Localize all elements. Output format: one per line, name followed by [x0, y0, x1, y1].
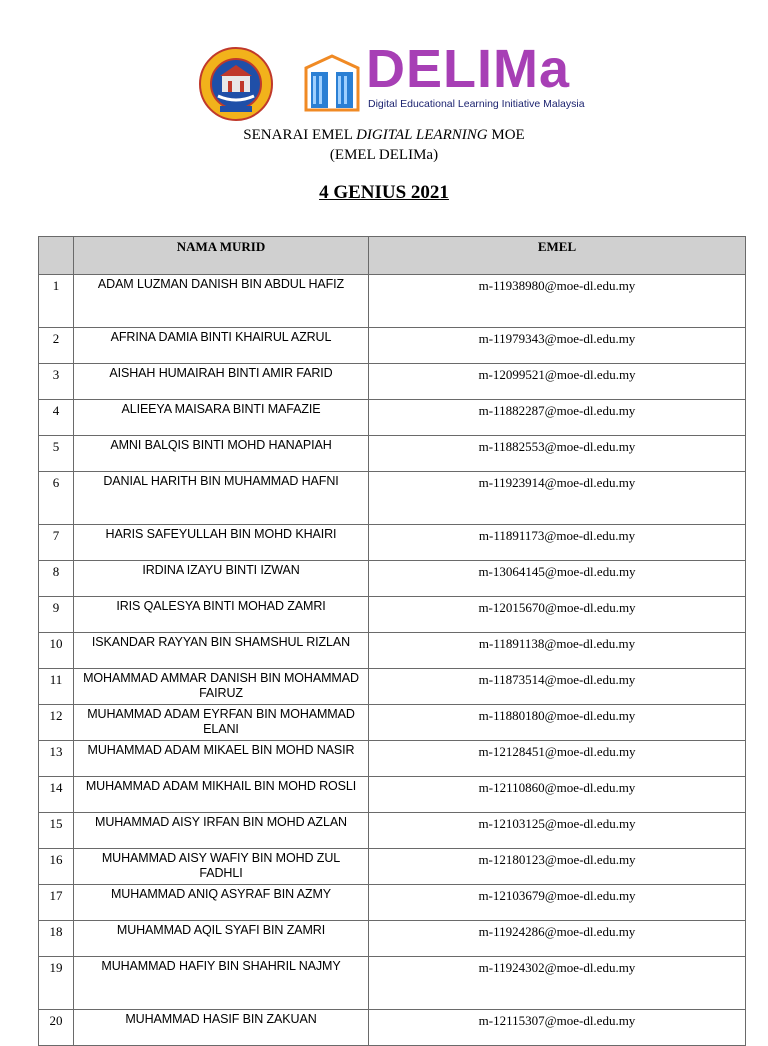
table-header-row: [39, 237, 746, 275]
title-line-2: (EMEL DELIMa): [329, 147, 439, 163]
student-name: AMNI BALQIS BINTI MOHD HANAPIAH: [74, 436, 369, 472]
student-name: MUHAMMAD AISY IRFAN BIN MOHD AZLAN: [74, 813, 369, 849]
header-logos: [0, 39, 768, 122]
table-row: [39, 525, 746, 561]
table-row: [39, 921, 746, 957]
table-row: [39, 633, 746, 669]
row-number: 14: [39, 777, 74, 813]
row-number: 17: [39, 885, 74, 921]
student-email: m-12128451@moe-dl.edu.my: [369, 741, 746, 777]
student-name: MUHAMMAD HAFIY BIN SHAHRIL NAJMY: [74, 957, 369, 1010]
document-title: [0, 125, 768, 165]
table-row: [39, 597, 746, 633]
row-number: 12: [39, 705, 74, 741]
header-number: [39, 237, 74, 275]
student-name: MUHAMMAD ADAM MIKHAIL BIN MOHD ROSLI: [74, 777, 369, 813]
class-title: 4 GENIUS 2021: [319, 182, 449, 203]
student-email: m-13064145@moe-dl.edu.my: [369, 561, 746, 597]
row-number: 19: [39, 957, 74, 1010]
row-number: 8: [39, 561, 74, 597]
table-row: [39, 777, 746, 813]
table-row: [39, 1010, 746, 1046]
student-name: AISHAH HUMAIRAH BINTI AMIR FARID: [74, 364, 369, 400]
row-number: 15: [39, 813, 74, 849]
table-row: [39, 957, 746, 1010]
row-number: 4: [39, 400, 74, 436]
row-number: 1: [39, 275, 74, 328]
student-email-table: [38, 236, 746, 1046]
row-number: 6: [39, 472, 74, 525]
row-number: 7: [39, 525, 74, 561]
student-name: ISKANDAR RAYYAN BIN SHAMSHUL RIZLAN: [74, 633, 369, 669]
row-number: 20: [39, 1010, 74, 1046]
table-row: [39, 849, 746, 885]
student-name: MOHAMMAD AMMAR DANISH BIN MOHAMMAD FAIRUZ: [74, 669, 369, 705]
header-name: NAMA MURID: [74, 237, 369, 275]
header-email: EMEL: [369, 237, 746, 275]
table-row: [39, 472, 746, 525]
student-email: m-11924302@moe-dl.edu.my: [369, 957, 746, 1010]
row-number: 16: [39, 849, 74, 885]
student-email: m-12015670@moe-dl.edu.my: [369, 597, 746, 633]
student-name: MUHAMMAD HASIF BIN ZAKUAN: [74, 1010, 369, 1046]
row-number: 3: [39, 364, 74, 400]
row-number: 13: [39, 741, 74, 777]
student-name: ADAM LUZMAN DANISH BIN ABDUL HAFIZ: [74, 275, 369, 328]
student-email: m-12115307@moe-dl.edu.my: [369, 1010, 746, 1046]
table-row: [39, 364, 746, 400]
student-name: AFRINA DAMIA BINTI KHAIRUL AZRUL: [74, 328, 369, 364]
delima-icon: [302, 52, 362, 114]
student-email: m-11880180@moe-dl.edu.my: [369, 705, 746, 741]
table-row: [39, 885, 746, 921]
student-email: m-12103679@moe-dl.edu.my: [369, 885, 746, 921]
student-name: IRDINA IZAYU BINTI IZWAN: [74, 561, 369, 597]
table-row: [39, 400, 746, 436]
student-email: m-11979343@moe-dl.edu.my: [369, 328, 746, 364]
table-row: [39, 328, 746, 364]
row-number: 9: [39, 597, 74, 633]
row-number: 5: [39, 436, 74, 472]
student-email: m-12180123@moe-dl.edu.my: [369, 849, 746, 885]
table-row: [39, 813, 746, 849]
student-email: m-11882553@moe-dl.edu.my: [369, 436, 746, 472]
table-row: [39, 436, 746, 472]
school-seal-logo: [198, 46, 274, 122]
student-name: HARIS SAFEYULLAH BIN MOHD KHAIRI: [74, 525, 369, 561]
student-name: DANIAL HARITH BIN MUHAMMAD HAFNI: [74, 472, 369, 525]
delima-tagline: Digital Educational Learning Initiative Malaysia: [368, 98, 585, 110]
table-row: [39, 741, 746, 777]
delima-wordmark: DELIMa: [366, 39, 571, 99]
student-name: IRIS QALESYA BINTI MOHAD ZAMRI: [74, 597, 369, 633]
student-name: MUHAMMAD ANIQ ASYRAF BIN AZMY: [74, 885, 369, 921]
table-row: [39, 275, 746, 328]
student-email: m-12103125@moe-dl.edu.my: [369, 813, 746, 849]
student-name: MUHAMMAD AISY WAFIY BIN MOHD ZUL FADHLI: [74, 849, 369, 885]
table-row: [39, 669, 746, 705]
table-row: [39, 561, 746, 597]
student-email: m-12110860@moe-dl.edu.my: [369, 777, 746, 813]
student-email: m-11924286@moe-dl.edu.my: [369, 921, 746, 957]
student-name: MUHAMMAD ADAM EYRFAN BIN MOHAMMAD ELANI: [74, 705, 369, 741]
student-email: m-11873514@moe-dl.edu.my: [369, 669, 746, 705]
student-email: m-11882287@moe-dl.edu.my: [369, 400, 746, 436]
row-number: 2: [39, 328, 74, 364]
table-row: [39, 705, 746, 741]
student-email: m-11938980@moe-dl.edu.my: [369, 275, 746, 328]
row-number: 11: [39, 669, 74, 705]
row-number: 18: [39, 921, 74, 957]
student-email: m-11891173@moe-dl.edu.my: [369, 525, 746, 561]
student-email: m-11891138@moe-dl.edu.my: [369, 633, 746, 669]
title-line-1: SENARAI EMEL DIGITAL LEARNING MOE: [243, 127, 525, 143]
student-name: MUHAMMAD ADAM MIKAEL BIN MOHD NASIR: [74, 741, 369, 777]
student-name: MUHAMMAD AQIL SYAFI BIN ZAMRI: [74, 921, 369, 957]
student-name: ALIEEYA MAISARA BINTI MAFAZIE: [74, 400, 369, 436]
student-email: m-11923914@moe-dl.edu.my: [369, 472, 746, 525]
student-email: m-12099521@moe-dl.edu.my: [369, 364, 746, 400]
table-body: [39, 275, 746, 1046]
row-number: 10: [39, 633, 74, 669]
